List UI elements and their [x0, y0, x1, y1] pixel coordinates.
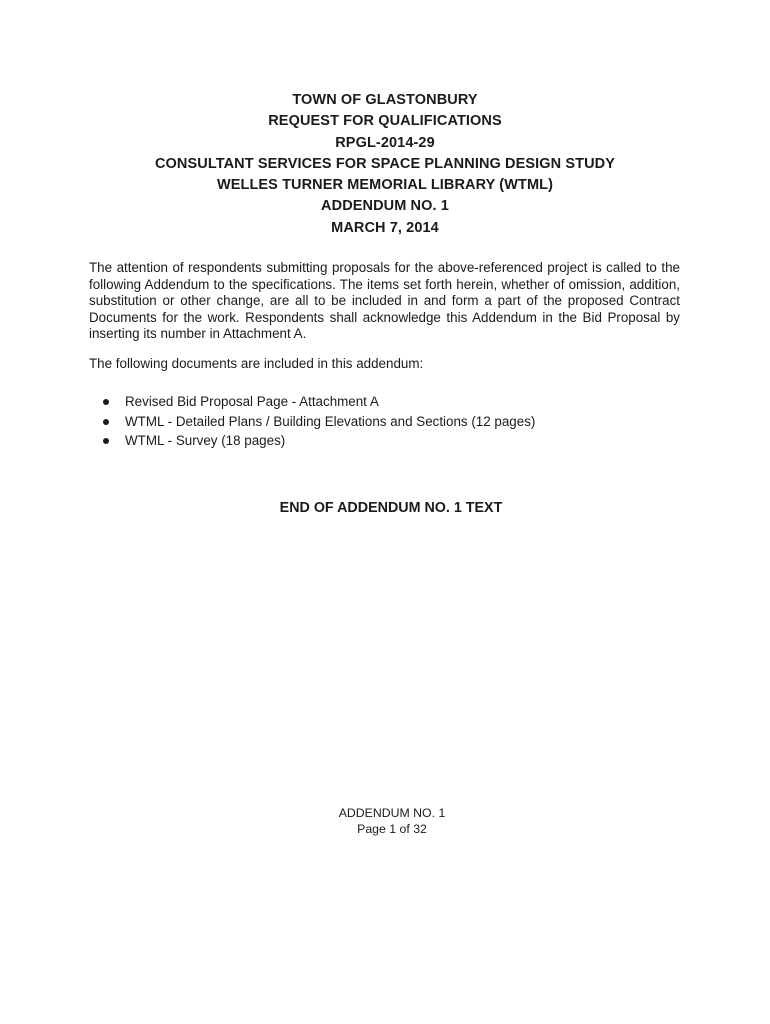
footer-addendum-label: ADDENDUM NO. 1: [338, 806, 446, 820]
list-item-text: WTML - Survey (18 pages): [125, 433, 286, 448]
bullet-icon: [103, 419, 109, 425]
bullet-icon: [103, 399, 109, 405]
header-addendum-number: ADDENDUM NO. 1: [321, 198, 449, 215]
bullet-icon: [103, 438, 109, 444]
list-item: [89, 412, 680, 432]
list-item: [89, 392, 680, 412]
end-of-addendum-text: END OF ADDENDUM NO. 1 TEXT: [279, 500, 503, 516]
intro-paragraph: The attention of respondents submitting proposals for the above-referenced project is called to the following Addendum to the specifications. The items set forth herein, whether of omission, addition, substitution or other change, are all to be included in and form a part of the proposed Contract Documents for the work. Respondents shall acknowledge this Addendum in the Bid Proposal by inserting its number in Attachment A.: [89, 260, 680, 342]
list-item: [89, 431, 680, 451]
footer-page-number: Page 1 of 32: [357, 821, 427, 836]
header-rfq-number: RPGL-2014-29: [335, 134, 435, 151]
document-header: [0, 90, 770, 239]
documents-list: [89, 392, 680, 451]
documents-lead-text: The following documents are included in this addendum:: [89, 356, 424, 371]
page-footer: [0, 806, 770, 837]
list-item-text: WTML - Detailed Plans / Building Elevations and Sections (12 pages): [125, 413, 536, 429]
header-date: MARCH 7, 2014: [331, 219, 439, 236]
header-request-type: REQUEST FOR QUALIFICATIONS: [268, 113, 502, 130]
header-project-title: CONSULTANT SERVICES FOR SPACE PLANNING DESIGN STUDY: [154, 155, 615, 172]
header-library-name: WELLES TURNER MEMORIAL LIBRARY (WTML): [216, 177, 554, 194]
list-item-text: Revised Bid Proposal Page - Attachment A: [125, 394, 379, 409]
header-town: TOWN OF GLASTONBURY: [292, 92, 478, 108]
